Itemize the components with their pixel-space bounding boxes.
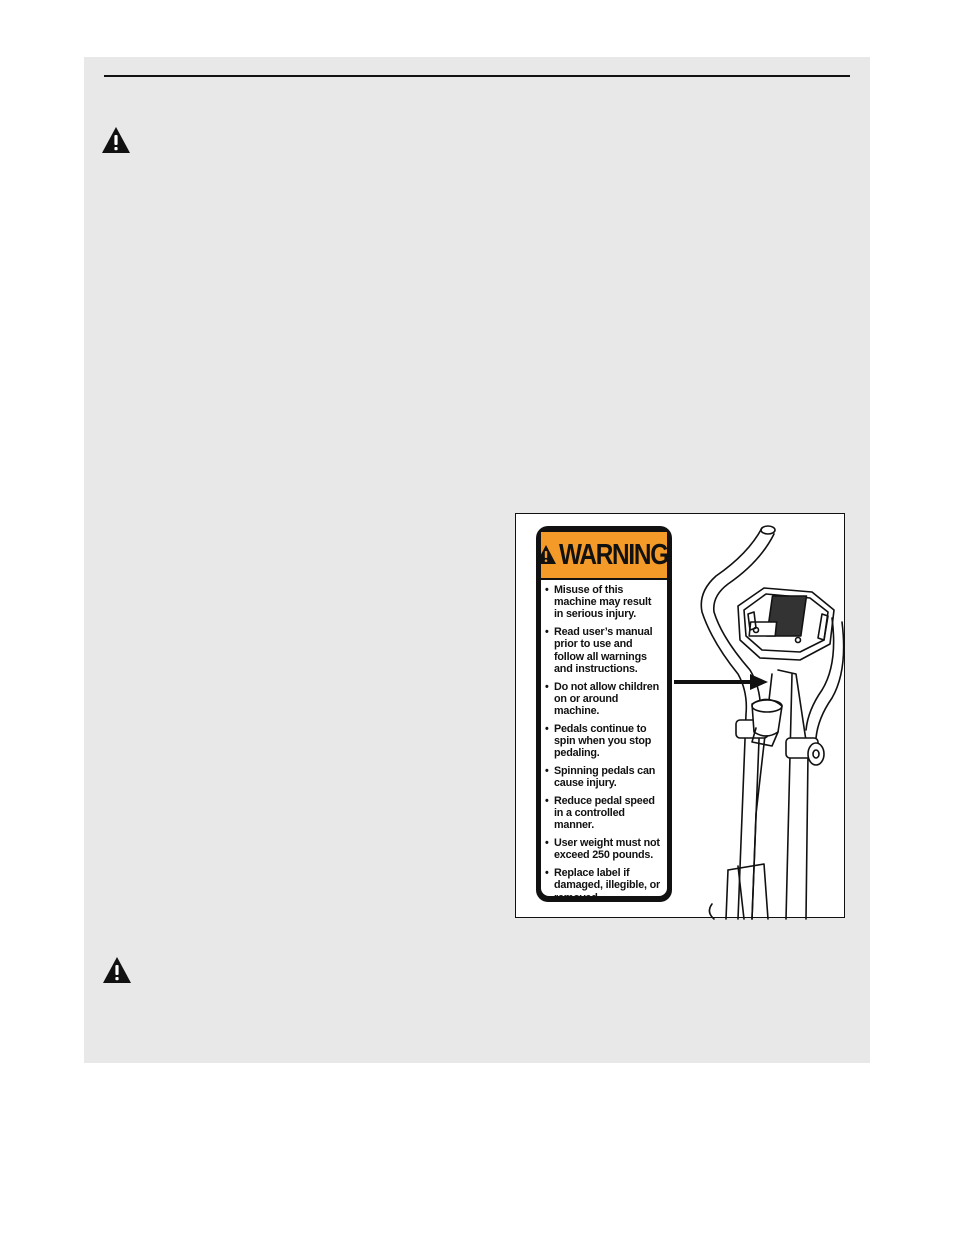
header-rule <box>104 75 850 77</box>
warning-label-title: WARNING <box>559 538 669 571</box>
arrow-right-icon <box>672 670 772 694</box>
warning-triangle-icon <box>102 956 132 984</box>
list-item: • Misuse of this machine may result in serious injury. <box>545 584 663 621</box>
list-item: • Replace label if damaged, illegible, or removed. <box>545 867 663 904</box>
warning-triangle-icon <box>535 544 557 566</box>
list-item: • Do not allow children on or around machine. <box>545 681 663 718</box>
warning-label-header <box>541 532 667 580</box>
list-item: • User weight must not exceed 250 pounds. <box>545 837 663 861</box>
warning-label-list <box>541 580 667 904</box>
list-item: • Read user’s manual prior to use and follow all warnings and instructions. <box>545 626 663 675</box>
warning-label <box>536 526 672 902</box>
list-item: • Reduce pedal speed in a controlled manner. <box>545 795 663 832</box>
warning-label-body <box>541 532 669 904</box>
list-item: • Spinning pedals can cause injury. <box>545 765 663 789</box>
warning-triangle-icon <box>101 126 131 154</box>
warning-label-figure <box>515 513 845 918</box>
list-item: • Pedals continue to spin when you stop pedaling. <box>545 723 663 760</box>
